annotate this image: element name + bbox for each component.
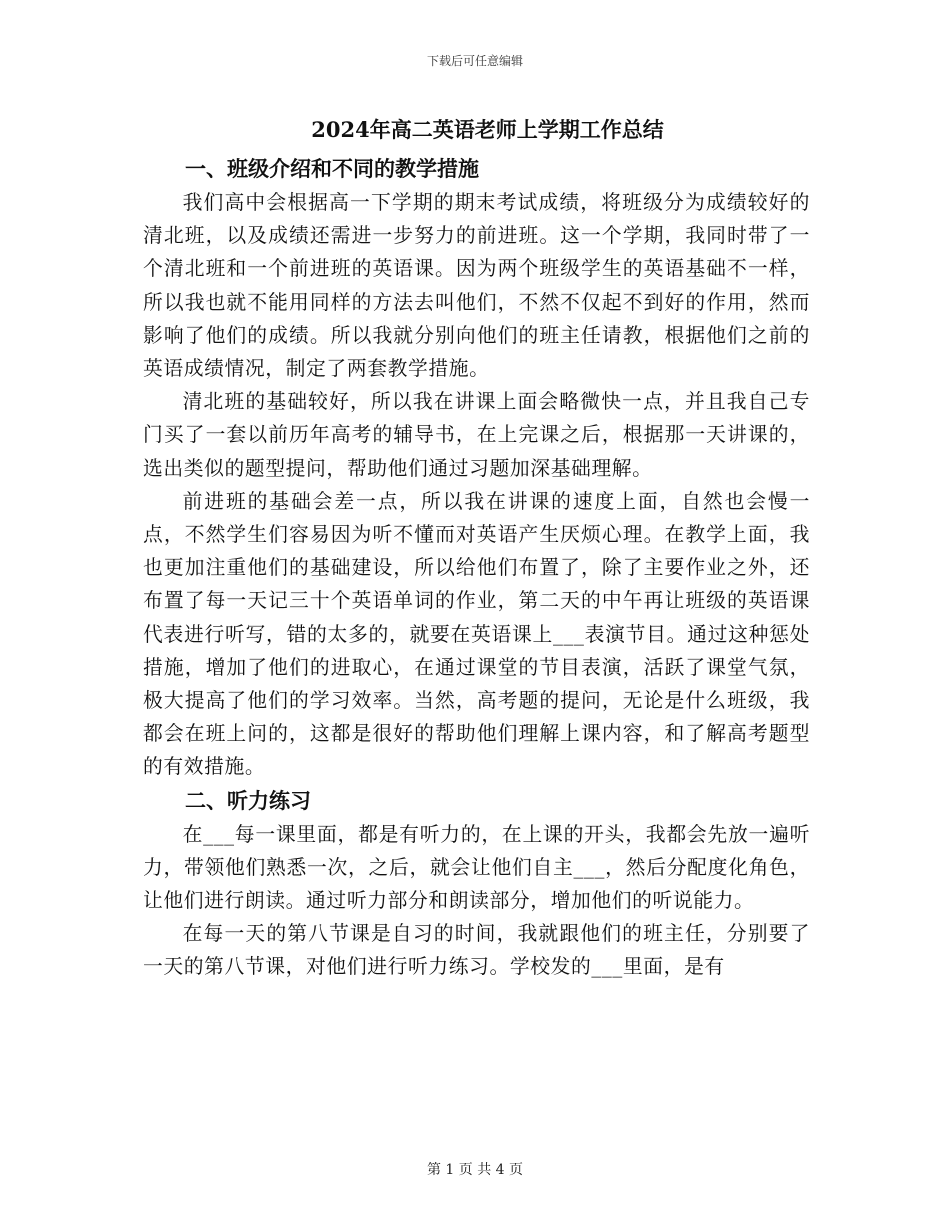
paragraph: 在___每一课里面，都是有听力的，在上课的开头，我都会先放一遍听力，带领他们熟悉一次，之后，就会让他们自主___，然后分配度化角色，让他们进行朗读。通过听力部分和朗读部分，增加他们的听说能力。 <box>143 822 810 913</box>
section-heading: 一、班级介绍和不同的教学措施 <box>185 156 479 181</box>
page-number: 第 1 页 共 4 页 <box>426 1162 524 1178</box>
section-heading: 二、听力练习 <box>185 787 311 813</box>
paragraph: 我们高中会根据高一下学期的期末考试成绩，将班级分为成绩较好的清北班，以及成绩还需进一步努力的前进班。这一个学期，我同时带了一个清北班和一个前进班的英语课。因为两个班级学生的英语基础不一样，所以我也就不能用同样的方法去叫他们，不然不仅起不到好的作用，然而影响了他们的成绩。所以我就分别向他们的班主任请教，根据他们之前的英语成绩情况，制定了两套教学措施。 <box>143 191 810 381</box>
header-note: 下载后可任意编辑 <box>426 54 523 68</box>
document-title: 2024年高二英语老师上学期工作总结 <box>311 117 664 142</box>
document-body <box>143 106 810 984</box>
paragraph: 在每一天的第八节课是自习的时间，我就跟他们的班主任，分别要了一天的第八节课，对他们进行听力练习。学校发的___里面，是有 <box>143 922 810 979</box>
section-class-intro <box>143 152 810 784</box>
paragraph: 前进班的基础会差一点，所以我在讲课的速度上面，自然也会慢一点，不然学生们容易因为听不懂而对英语产生厌烦心理。在教学上面，我也更加注重他们的基础建设，所以给他们布置了，除了主要作业之外，还布置了每一天记三十个英语单词的作业，第二天的中午再让班级的英语课代表进行听写，错的太多的，就要在英语课上___表演节目。通过这种惩处措施，增加了他们的进取心，在通过课堂的节目表演，活跃了课堂气氛，极大提高了他们的学习效率。当然，高考题的提问，无论是什么班级，我都会在班上问的，这都是很好的帮助他们理解上课内容，和了解高考题型的有效措施。 <box>143 489 810 779</box>
paragraph: 清北班的基础较好，所以我在讲课上面会略微快一点，并且我自己专门买了一套以前历年高考的辅导书，在上完课之后，根据那一天讲课的，选出类似的题型提问，帮助他们通过习题加深基础理解。 <box>143 390 810 480</box>
section-listening-practice <box>143 784 810 984</box>
